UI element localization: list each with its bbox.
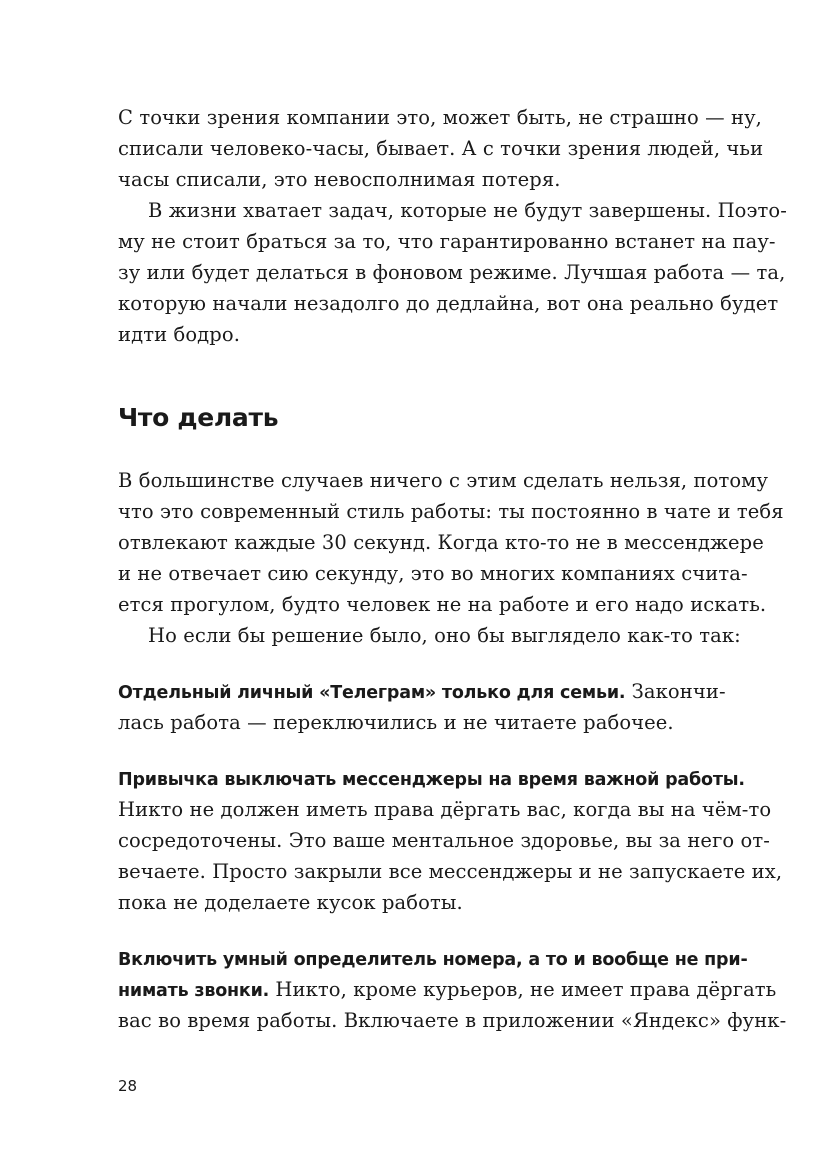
text-line: которую начали незадолго до дедлайна, вот она реально будет — [118, 292, 779, 315]
tip-3-title-line1: Включить умный определитель номера, а то и вообще не при- — [118, 950, 748, 970]
tip-1-text: Закончи- — [625, 680, 726, 703]
tip-1-title: Отдельный личный «Телеграм» только для семьи. — [118, 683, 626, 703]
text-line: му не стоит браться за то, что гарантированно встанет на пау- — [118, 230, 776, 253]
text-line: В жизни хватает задач, которые не будут завершены. Поэто- — [148, 199, 787, 222]
text-line: Никто не должен иметь права дёргать вас, когда вы на чём-то — [118, 798, 772, 821]
text-line: часы списали, это невосполнимая потеря. — [118, 168, 561, 191]
text-line: Но если бы решение было, оно бы выглядело как-то так: — [148, 624, 741, 647]
text-line: вас во время работы. Включаете в приложении «Яндекс» функ- — [118, 1009, 787, 1032]
text-line: пока не доделаете кусок работы. — [118, 891, 463, 914]
text-line: лась работа — переключились и не читаете рабочее. — [118, 711, 674, 734]
page-number: 28 — [118, 1077, 138, 1095]
text-line: списали человеко-часы, бывает. А с точки зрения людей, чьи — [118, 137, 764, 160]
text-line: С точки зрения компании это, может быть, не страшно — ну, — [118, 106, 762, 129]
tip-3-title — [118, 944, 748, 975]
text-line: В большинстве случаев ничего с этим сделать нельзя, потому — [118, 469, 769, 492]
text-line: что это современный стиль работы: ты постоянно в чате и тебя — [118, 500, 784, 523]
section-heading: Что делать — [118, 403, 279, 432]
text-line: идти бодро. — [118, 323, 240, 346]
text-line: и не отвечает сию секунду, это во многих компаниях счита- — [118, 562, 748, 585]
tip-2-title-text: Привычка выключать мессенджеры на время важной работы. — [118, 770, 745, 790]
text-line: отвлекают каждые 30 секунд. Когда кто-то не в мессенджере — [118, 531, 764, 554]
tip-1-line — [118, 677, 724, 708]
tip-2-title — [118, 764, 745, 795]
text-line: зу или будет делаться в фоновом режиме. Лучшая работа — та, — [118, 261, 786, 284]
tip-3-title-line2: нимать звонки. — [118, 981, 270, 1001]
text-line: вечаете. Просто закрыли все мессенджеры и не запускаете их, — [118, 860, 783, 883]
text-line: сосредоточены. Это ваше ментальное здоровье, вы за него от- — [118, 829, 770, 852]
text-line: ется прогулом, будто человек не на работе и его надо искать. — [118, 593, 767, 616]
tip-3-text: Никто, кроме курьеров, не имеет права дёргать — [269, 978, 777, 1001]
tip-3-line — [118, 975, 777, 1006]
